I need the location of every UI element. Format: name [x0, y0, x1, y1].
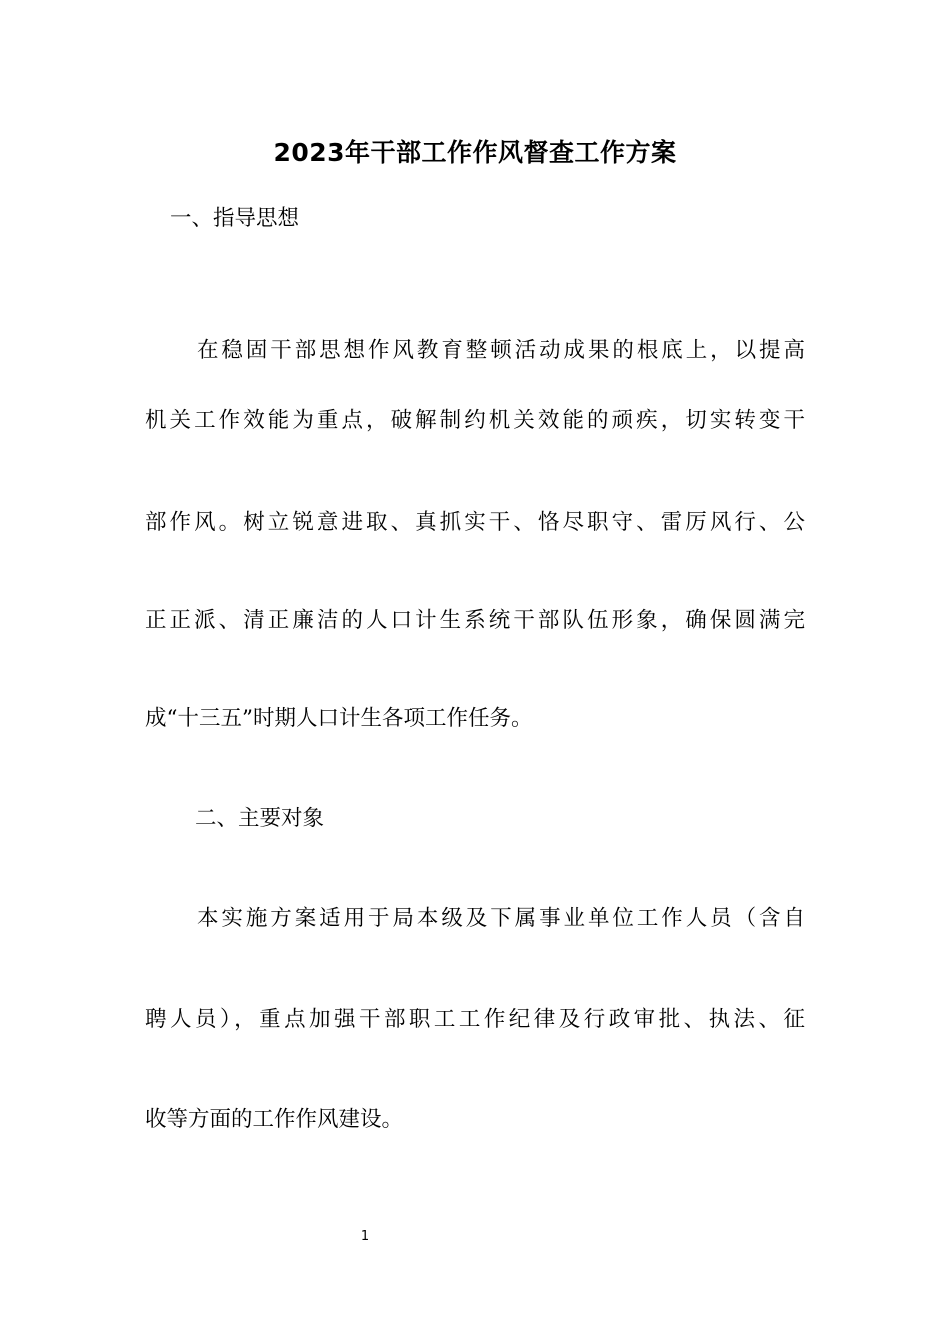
- paragraph-line: 正正派、清正廉洁的人口计生系统干部队伍形象，确保圆满完: [145, 608, 805, 633]
- section-heading-main-targets: 二、主要对象: [195, 806, 325, 831]
- paragraph-line: 本实施方案适用于局本级及下属事业单位工作人员（含自: [197, 906, 805, 931]
- page-number: 1: [360, 1229, 370, 1244]
- paragraph-line: 在稳固干部思想作风教育整顿活动成果的根底上，以提高: [197, 338, 805, 363]
- paragraph-line: 聘人员），重点加强干部职工工作纪律及行政审批、执法、征: [145, 1007, 805, 1032]
- section-heading-guiding-ideology: 一、指导思想: [170, 206, 300, 231]
- paragraph-line: 成“十三五”时期人口计生各项工作任务。: [145, 706, 533, 731]
- document-title: 2023年干部工作作风督查工作方案: [273, 138, 677, 167]
- paragraph-line: 收等方面的工作作风建设。: [145, 1107, 404, 1132]
- paragraph-line: 部作风。树立锐意进取、真抓实干、恪尽职守、雷厉风行、公: [145, 510, 805, 535]
- paragraph-line: 机关工作效能为重点，破解制约机关效能的顽疾，切实转变干: [145, 408, 805, 433]
